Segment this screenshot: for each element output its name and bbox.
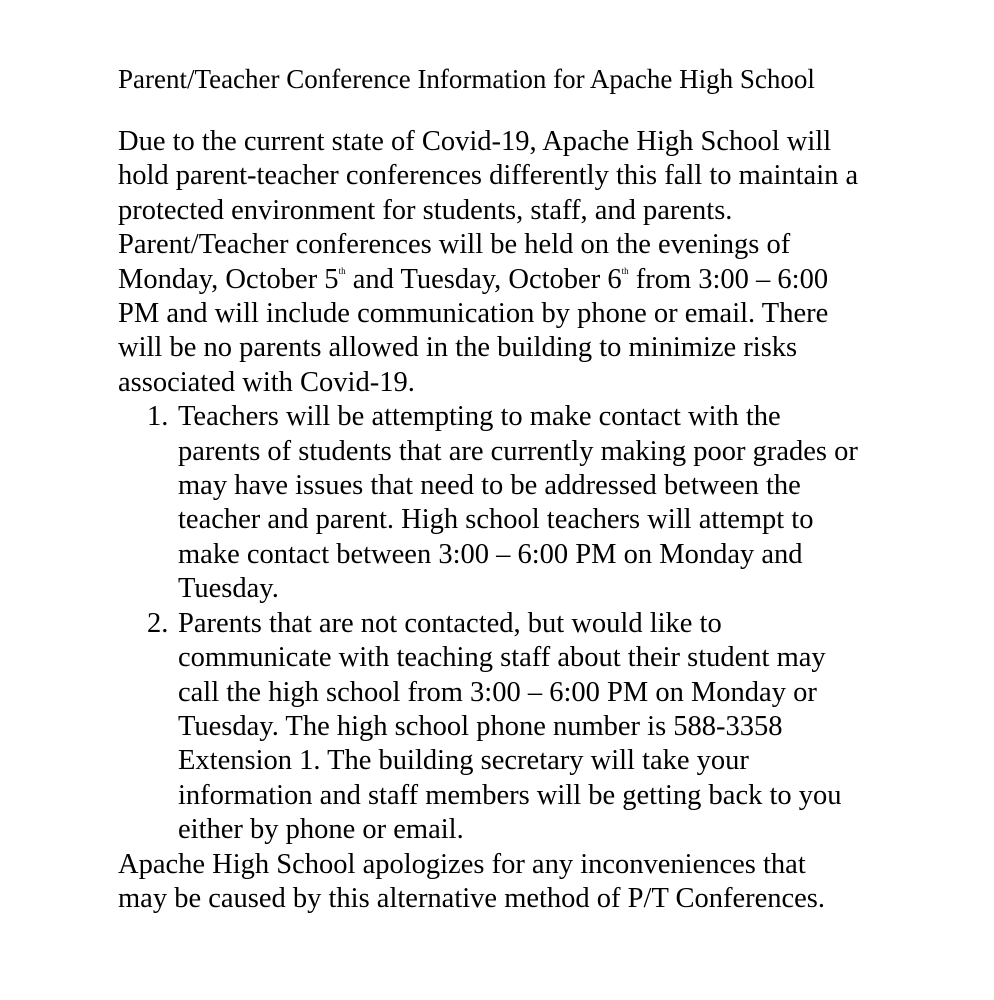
intro-line: protected environment for students, staff, and parents. <box>118 194 733 226</box>
time-text: from 3:00 – 6:00 <box>628 263 829 295</box>
list-item-line: Tuesday. <box>178 573 279 605</box>
list-item-line: Extension 1. The building secretary will take your <box>178 745 749 777</box>
intro-line: Parent/Teacher conferences will be held on the evenings of <box>118 229 791 261</box>
list-item-line: call the high school from 3:00 – 6:00 PM on Monday or <box>178 676 817 708</box>
intro-line: Due to the current state of Covid-19, Apache High School will <box>118 126 832 157</box>
ordinal-suffix: th <box>338 265 346 276</box>
intro-line: will be no parents allowed in the building to minimize risks <box>118 332 798 364</box>
closing-paragraph <box>118 848 918 917</box>
list-item <box>118 607 918 848</box>
list-item-line: may have issues that need to be addressed between the <box>178 470 801 502</box>
list-item-line: communicate with teaching staff about their student may <box>178 642 826 674</box>
document-page <box>118 62 918 916</box>
intro-line: hold parent-teacher conferences differently this fall to maintain a <box>118 160 859 192</box>
list-item-line: information and staff members will be getting back to you <box>178 779 842 811</box>
list-item-line: Tuesday. The high school phone number is 588-3358 <box>178 710 783 742</box>
list-item-line: teacher and parent. High school teachers will attempt to <box>178 504 814 536</box>
document-title: Parent/Teacher Conference Information for Apache High School <box>118 64 815 94</box>
list-number: 1. <box>147 401 169 433</box>
document-body <box>118 125 918 916</box>
list-item-line: make contact between 3:00 – 6:00 PM on Monday and <box>178 538 803 570</box>
list-item-line: Teachers will be attempting to make contact with the <box>178 401 781 433</box>
list-item-line: Parents that are not contacted, but would like to <box>178 607 722 639</box>
intro-line: associated with Covid-19. <box>118 366 415 398</box>
date-text-tuesday: and Tuesday, October 6 <box>345 263 622 295</box>
intro-paragraph <box>118 125 918 400</box>
date-text-monday: Monday, October 5 <box>118 263 339 295</box>
list-item-line: either by phone or email. <box>178 814 464 846</box>
closing-line: may be caused by this alternative method of P/T Conferences. <box>118 882 826 914</box>
conference-dates-line <box>118 263 918 297</box>
intro-line: PM and will include communication by phone or email. There <box>118 298 829 330</box>
numbered-list <box>118 400 918 847</box>
closing-line: Apache High School apologizes for any inconveniences that <box>118 848 806 880</box>
list-item-line: parents of students that are currently making poor grades or <box>178 435 858 467</box>
list-number: 2. <box>147 607 169 639</box>
list-item <box>118 400 918 606</box>
ordinal-suffix: th <box>621 265 629 276</box>
